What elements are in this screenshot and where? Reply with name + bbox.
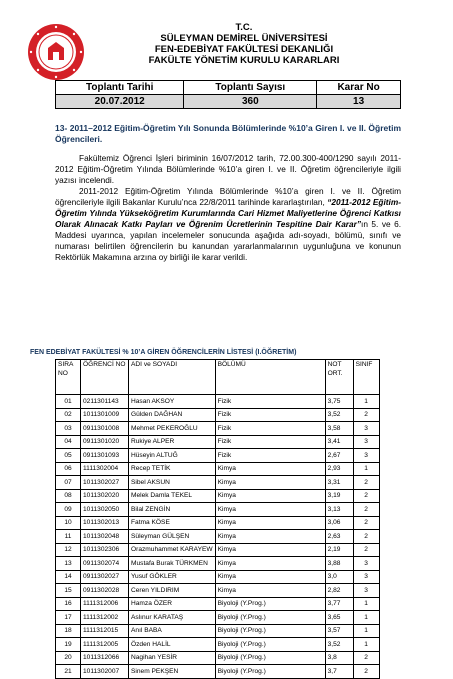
order-cell: 07 (56, 476, 81, 490)
meeting-date-label: Toplantı Tarihi (56, 81, 184, 95)
decision-paragraph-2 (55, 186, 401, 263)
table-row (56, 408, 380, 422)
student-no-cell: 1011301009 (81, 408, 129, 422)
gpa-cell: 3,52 (325, 408, 353, 422)
paragraph-2-part-c: ın 5. ve 6. Maddesi uyarınca, yapılan incelemeler sonucunda aşağıda adı-soyadı, bölümü, sınıfı ve numarası belirtilen öğrencilerin bu kanundan yararlanmalarının uygunluğuna ve konunun Rektörlük Makamına arzına oy birliği ile karar verildi. (55, 219, 401, 262)
gpa-cell: 3,06 (325, 516, 353, 530)
decision-number-label: Karar No (317, 81, 401, 95)
table-row (56, 422, 380, 436)
department-cell: Fizik (215, 408, 325, 422)
table-row (56, 395, 380, 409)
order-cell: 13 (56, 557, 81, 571)
department-cell: Kimya (215, 530, 325, 544)
gpa-cell: 3,41 (325, 435, 353, 449)
department-cell: Fizik (215, 449, 325, 463)
table-row (56, 489, 380, 503)
header-line-4: FAKÜLTE YÖNETİM KURULU KARARLARI (148, 55, 340, 66)
class-cell: 1 (353, 638, 379, 652)
name-cell: Sibel AKSUN (129, 476, 216, 490)
class-cell: 1 (353, 624, 379, 638)
gpa-cell: 3,31 (325, 476, 353, 490)
order-cell: 10 (56, 516, 81, 530)
class-cell: 2 (353, 665, 379, 679)
order-cell: 18 (56, 624, 81, 638)
table-row (56, 503, 380, 517)
name-cell: Hamza ÖZER (129, 597, 216, 611)
name-cell: Bilal ZENGİN (129, 503, 216, 517)
document-header (94, 22, 394, 66)
student-no-cell: 1011302013 (81, 516, 129, 530)
department-cell: Kimya (215, 557, 325, 571)
class-cell: 1 (353, 462, 379, 476)
name-cell: Nagihan YESİR (129, 651, 216, 665)
student-no-cell: 1111312002 (81, 611, 129, 625)
name-cell: Fatma KÖSE (129, 516, 216, 530)
col-header-student-no: ÖĞRENCİ NO (81, 360, 129, 395)
name-cell: Yusuf GÖKLER (129, 570, 216, 584)
header-line-1: T.C. (235, 22, 253, 33)
class-cell: 2 (353, 516, 379, 530)
student-no-cell: 0911301093 (81, 449, 129, 463)
student-no-cell: 1011302306 (81, 543, 129, 557)
class-cell: 2 (353, 543, 379, 557)
department-cell: Kimya (215, 476, 325, 490)
department-cell: Fizik (215, 395, 325, 409)
student-no-cell: 1111302004 (81, 462, 129, 476)
order-cell: 20 (56, 651, 81, 665)
order-cell: 14 (56, 570, 81, 584)
student-no-cell: 1011302027 (81, 476, 129, 490)
name-cell: Orazmuhammet KARAYEW (129, 543, 216, 557)
header-line-2: SÜLEYMAN DEMİREL ÜNİVERSİTESİ (160, 33, 328, 44)
department-cell: Fizik (215, 435, 325, 449)
decision-title: 13- 2011–2012 Eğitim-Öğretim Yılı Sonunda Bölümlerinde %10’a Giren I. ve II. Öğretim Öğrencileri. (55, 123, 401, 144)
name-cell: Hüseyin ALTUĞ (129, 449, 216, 463)
gpa-cell: 3,57 (325, 624, 353, 638)
student-list-title: FEN EDEBİYAT FAKÜLTESİ % 10’A GİREN ÖĞRENCİLERİN LİSTESİ (I.ÖĞRETİM) (30, 349, 297, 356)
gpa-cell: 3,75 (325, 395, 353, 409)
order-cell: 21 (56, 665, 81, 679)
gpa-cell: 3,88 (325, 557, 353, 571)
student-no-cell: 1111312006 (81, 597, 129, 611)
order-cell: 01 (56, 395, 81, 409)
gpa-cell: 2,19 (325, 543, 353, 557)
department-cell: Kimya (215, 489, 325, 503)
table-row (56, 516, 380, 530)
class-cell: 1 (353, 597, 379, 611)
student-no-cell: 1011302007 (81, 665, 129, 679)
name-cell: Mehmet PEKEROĞLU (129, 422, 216, 436)
order-cell: 16 (56, 597, 81, 611)
gpa-cell: 3,0 (325, 570, 353, 584)
class-cell: 3 (353, 422, 379, 436)
student-no-cell: 0911302028 (81, 584, 129, 598)
class-cell: 2 (353, 476, 379, 490)
table-row (56, 435, 380, 449)
student-no-cell: 0911301020 (81, 435, 129, 449)
student-no-cell: 1011302020 (81, 489, 129, 503)
gpa-cell: 3,58 (325, 422, 353, 436)
order-cell: 03 (56, 422, 81, 436)
student-list-header-row (56, 360, 380, 395)
meeting-number-value: 360 (184, 95, 317, 109)
table-row (56, 530, 380, 544)
name-cell: Recep TETİK (129, 462, 216, 476)
department-cell: Kimya (215, 584, 325, 598)
class-cell: 2 (353, 503, 379, 517)
table-row (56, 665, 380, 679)
col-header-department: BÖLÜMÜ (215, 360, 325, 395)
class-cell: 3 (353, 435, 379, 449)
gpa-cell: 3,52 (325, 638, 353, 652)
department-cell: Kimya (215, 516, 325, 530)
order-cell: 05 (56, 449, 81, 463)
name-cell: Melek Damla TEKEL (129, 489, 216, 503)
table-row (56, 624, 380, 638)
gpa-cell: 3,65 (325, 611, 353, 625)
table-row (56, 462, 380, 476)
name-cell: Anıl BABA (129, 624, 216, 638)
gpa-cell: 2,82 (325, 584, 353, 598)
student-no-cell: 0911302074 (81, 557, 129, 571)
department-cell: Biyoloji (Y.Prog.) (215, 638, 325, 652)
header-line-3: FEN-EDEBİYAT FAKÜLTESİ DEKANLIĞI (154, 44, 334, 55)
class-cell: 3 (353, 584, 379, 598)
gpa-cell: 2,63 (325, 530, 353, 544)
table-row (56, 476, 380, 490)
order-cell: 12 (56, 543, 81, 557)
name-cell: Süleyman GÜLŞEN (129, 530, 216, 544)
order-cell: 02 (56, 408, 81, 422)
student-no-cell: 1011312066 (81, 651, 129, 665)
table-row (56, 611, 380, 625)
class-cell: 2 (353, 530, 379, 544)
student-no-cell: 0911301008 (81, 422, 129, 436)
paragraph-2-part-a: 2011-2012 Eğitim-Öğretim Yılında Bölümlerinde %10’a giren I. ve II. Öğretim öğrencileriyle ilgili Bakanlar Kurulu’nca 22/8/2011 tarihinde kararlaştırılan, (55, 186, 401, 207)
col-header-class: SINIF (353, 360, 379, 395)
department-cell: Kimya (215, 462, 325, 476)
gpa-cell: 3,8 (325, 651, 353, 665)
name-cell: Rukiye ALPER (129, 435, 216, 449)
student-no-cell: 1111312005 (81, 638, 129, 652)
department-cell: Biyoloji (Y.Prog.) (215, 597, 325, 611)
department-cell: Biyoloji (Y.Prog.) (215, 624, 325, 638)
table-row (56, 584, 380, 598)
name-cell: Ceren YILDIRIM (129, 584, 216, 598)
order-cell: 15 (56, 584, 81, 598)
name-cell: Özden HALİL (129, 638, 216, 652)
class-cell: 1 (353, 395, 379, 409)
order-cell: 19 (56, 638, 81, 652)
class-cell: 2 (353, 489, 379, 503)
order-cell: 17 (56, 611, 81, 625)
name-cell: Gülden DAĞHAN (129, 408, 216, 422)
gpa-cell: 2,67 (325, 449, 353, 463)
name-cell: Mustafa Burak TÜRKMEN (129, 557, 216, 571)
decision-number-value: 13 (317, 95, 401, 109)
table-row (56, 543, 380, 557)
meeting-number-label: Toplantı Sayısı (184, 81, 317, 95)
name-cell: Sinem PEKŞEN (129, 665, 216, 679)
table-row (56, 557, 380, 571)
order-cell: 09 (56, 503, 81, 517)
order-cell: 08 (56, 489, 81, 503)
table-row (56, 651, 380, 665)
meeting-date-value: 20.07.2012 (56, 95, 184, 109)
name-cell: Hasan AKSOY (129, 395, 216, 409)
gpa-cell: 3,13 (325, 503, 353, 517)
table-row (56, 449, 380, 463)
col-header-gpa: NOT ORT. (325, 360, 353, 395)
gpa-cell: 3,7 (325, 665, 353, 679)
table-row (56, 597, 380, 611)
decision-paragraph-1: Fakültemiz Öğrenci İşleri biriminin 16/07/2012 tarih, 72.00.300-400/1290 sayılı 2011-2012 Eğitim-Öğretim Yılında Bölümlerinde %10’a giren I. ve II. Öğretim öğrencileriyle ilgili yazısı incelendi. (55, 153, 401, 185)
university-seal-icon (26, 22, 86, 82)
name-cell: Aslınur KARATAŞ (129, 611, 216, 625)
class-cell: 2 (353, 408, 379, 422)
col-header-name: ADI ve SOYADI (129, 360, 216, 395)
department-cell: Biyoloji (Y.Prog.) (215, 665, 325, 679)
department-cell: Fizik (215, 422, 325, 436)
gpa-cell: 3,19 (325, 489, 353, 503)
gpa-cell: 3,77 (325, 597, 353, 611)
order-cell: 04 (56, 435, 81, 449)
class-cell: 3 (353, 449, 379, 463)
department-cell: Biyoloji (Y.Prog.) (215, 611, 325, 625)
gpa-cell: 2,93 (325, 462, 353, 476)
order-cell: 11 (56, 530, 81, 544)
student-no-cell: 1011302050 (81, 503, 129, 517)
meeting-info-table (55, 80, 401, 109)
department-cell: Kimya (215, 503, 325, 517)
regulation-title: “2011-2012 Eğitim-Öğretim Yılında Yükseköğretim Kurumlarında Cari Hizmet Maliyetlerine Öğrenci Katkısı Olarak Alınacak Katkı Payları ve Öğrenim Ücretlerinin Tespitine Dair Karar” (55, 197, 401, 229)
student-no-cell: 1111312015 (81, 624, 129, 638)
student-no-cell: 1011302048 (81, 530, 129, 544)
table-row (56, 570, 380, 584)
class-cell: 3 (353, 570, 379, 584)
class-cell: 1 (353, 611, 379, 625)
student-no-cell: 0911302027 (81, 570, 129, 584)
department-cell: Kimya (215, 543, 325, 557)
order-cell: 06 (56, 462, 81, 476)
department-cell: Biyoloji (Y.Prog.) (215, 651, 325, 665)
student-no-cell: 0211301143 (81, 395, 129, 409)
department-cell: Kimya (215, 570, 325, 584)
class-cell: 2 (353, 651, 379, 665)
student-list-table (55, 359, 380, 679)
class-cell: 3 (353, 557, 379, 571)
col-header-order: SIRA NO (56, 360, 81, 395)
